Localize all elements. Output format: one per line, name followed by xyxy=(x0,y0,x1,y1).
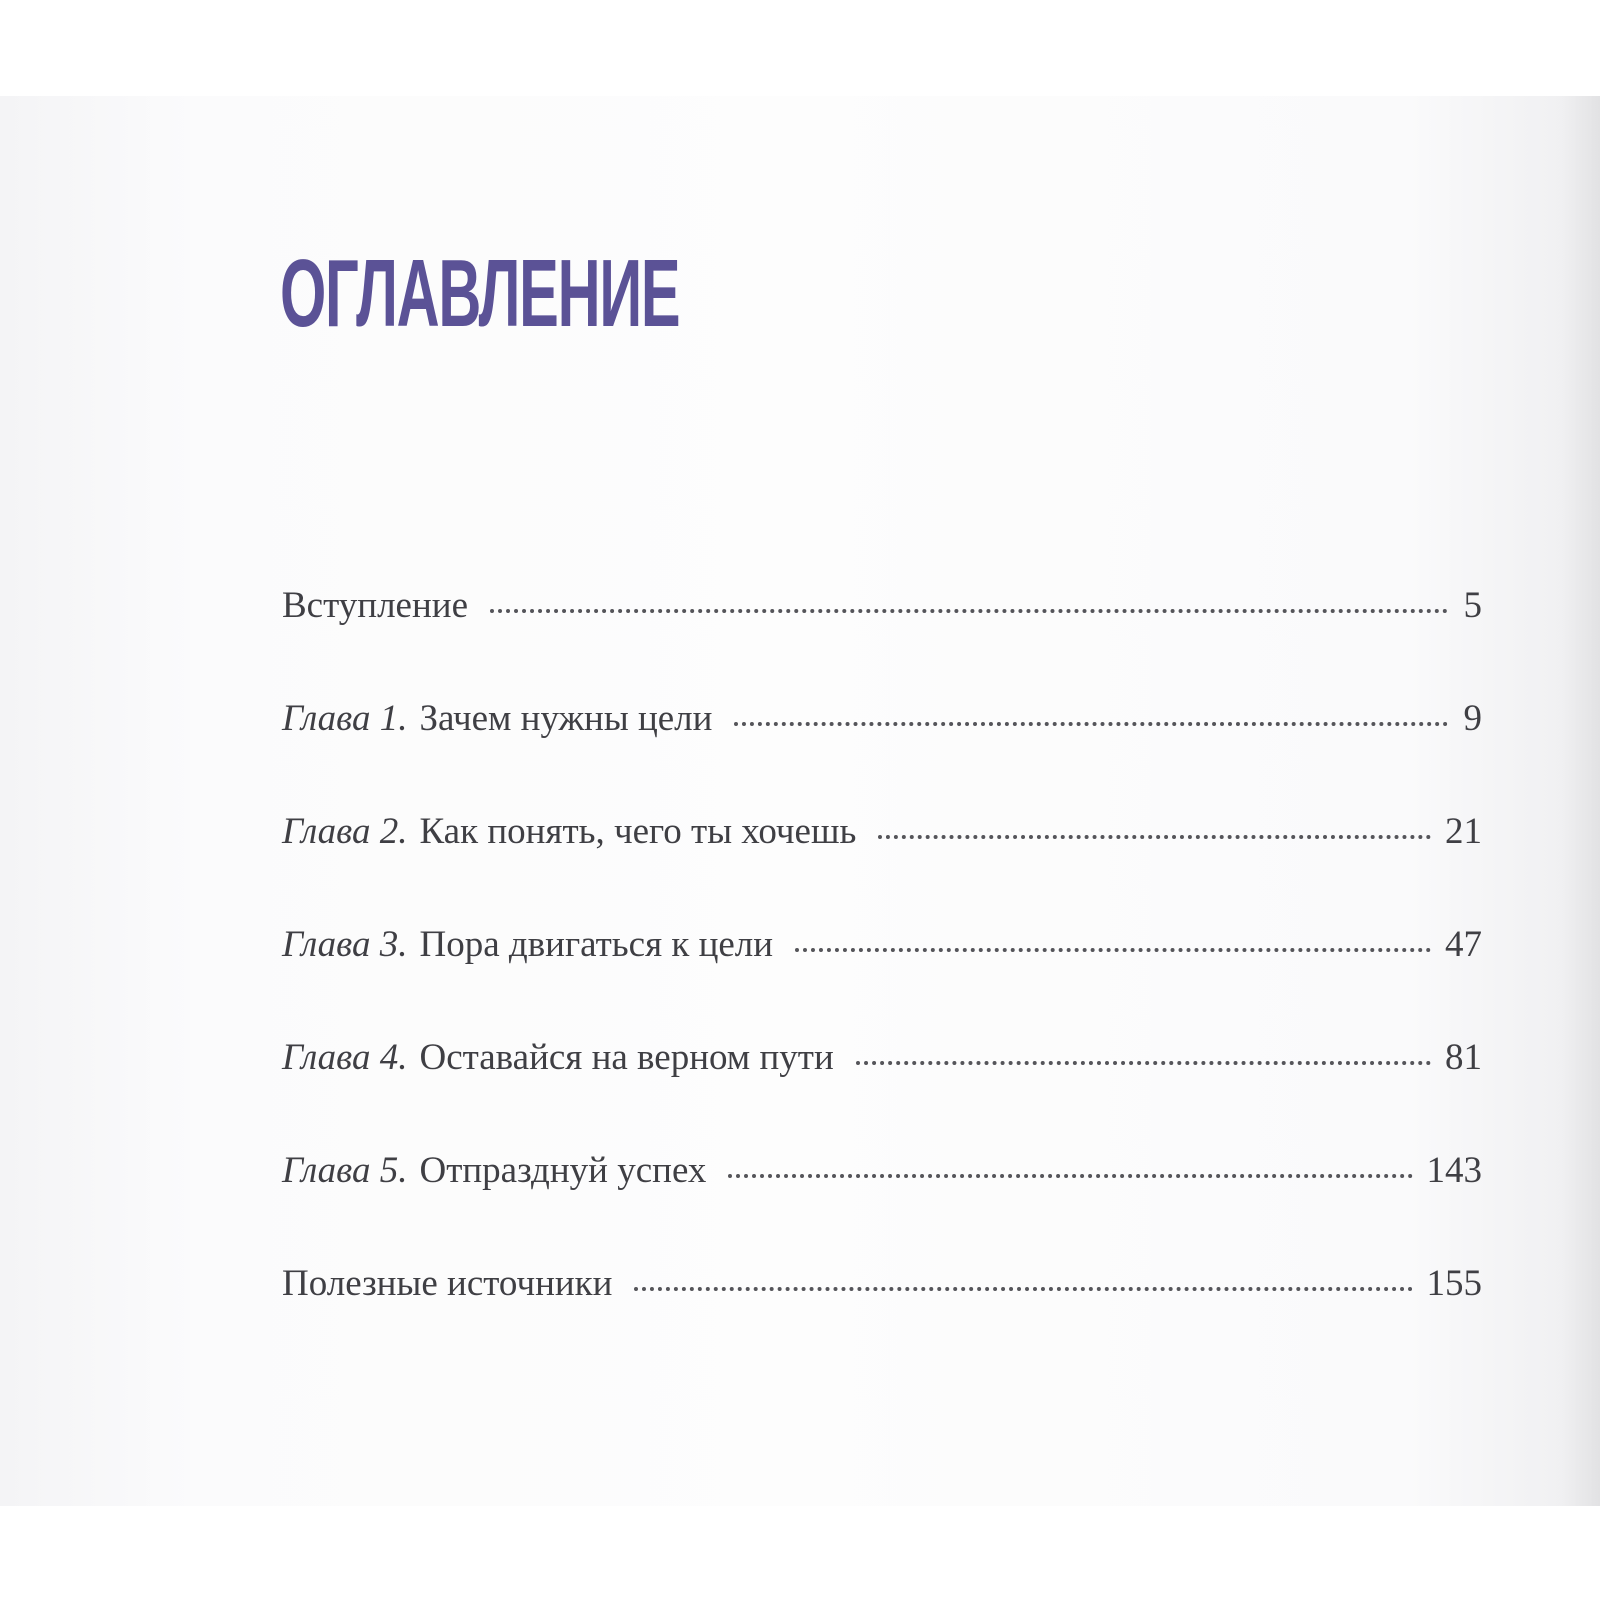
toc-entry-chapter-4 xyxy=(282,1036,1482,1149)
toc-entry-label: Как понять, чего ты хочешь xyxy=(419,811,857,852)
toc-entry-label: Полезные источники xyxy=(282,1263,613,1304)
toc-entry-label: Отпразднуй успех xyxy=(419,1150,707,1191)
toc-entry-resources xyxy=(282,1262,1482,1375)
dot-leader xyxy=(878,835,1431,839)
toc-entry-chapter-1 xyxy=(282,697,1482,810)
toc-chapter-prefix: Глава 1. xyxy=(282,698,408,739)
dot-leader xyxy=(728,1174,1412,1178)
dot-leader xyxy=(634,1287,1412,1291)
toc-page-number: 155 xyxy=(1426,1263,1482,1304)
toc-chapter-prefix: Глава 5. xyxy=(282,1150,408,1191)
toc-page-number: 81 xyxy=(1445,1037,1482,1078)
toc-entry-label: Вступление xyxy=(282,585,468,626)
toc-page-number: 47 xyxy=(1445,924,1482,965)
page-title: ОГЛАВЛЕНИЕ xyxy=(280,240,680,347)
toc-entry-label: Пора двигаться к цели xyxy=(419,924,774,965)
toc-chapter-prefix: Глава 4. xyxy=(282,1037,408,1078)
dot-leader xyxy=(795,948,1431,952)
dot-leader xyxy=(490,609,1448,613)
toc-chapter-prefix: Глава 2. xyxy=(282,811,408,852)
toc-list xyxy=(282,584,1482,1375)
toc-page-number: 5 xyxy=(1463,585,1482,626)
book-page xyxy=(0,96,1600,1506)
toc-page-number: 9 xyxy=(1463,698,1482,739)
dot-leader xyxy=(734,722,1448,726)
toc-entry-chapter-2 xyxy=(282,810,1482,923)
toc-page-number: 21 xyxy=(1445,811,1482,852)
dot-leader xyxy=(856,1061,1431,1065)
toc-page-number: 143 xyxy=(1426,1150,1482,1191)
toc-entry-chapter-5 xyxy=(282,1149,1482,1262)
toc-chapter-prefix: Глава 3. xyxy=(282,924,408,965)
toc-entry-chapter-3 xyxy=(282,923,1482,1036)
toc-entry-intro xyxy=(282,584,1482,697)
toc-entry-label: Зачем нужны цели xyxy=(419,698,713,739)
toc-entry-label: Оставайся на верном пути xyxy=(419,1037,834,1078)
